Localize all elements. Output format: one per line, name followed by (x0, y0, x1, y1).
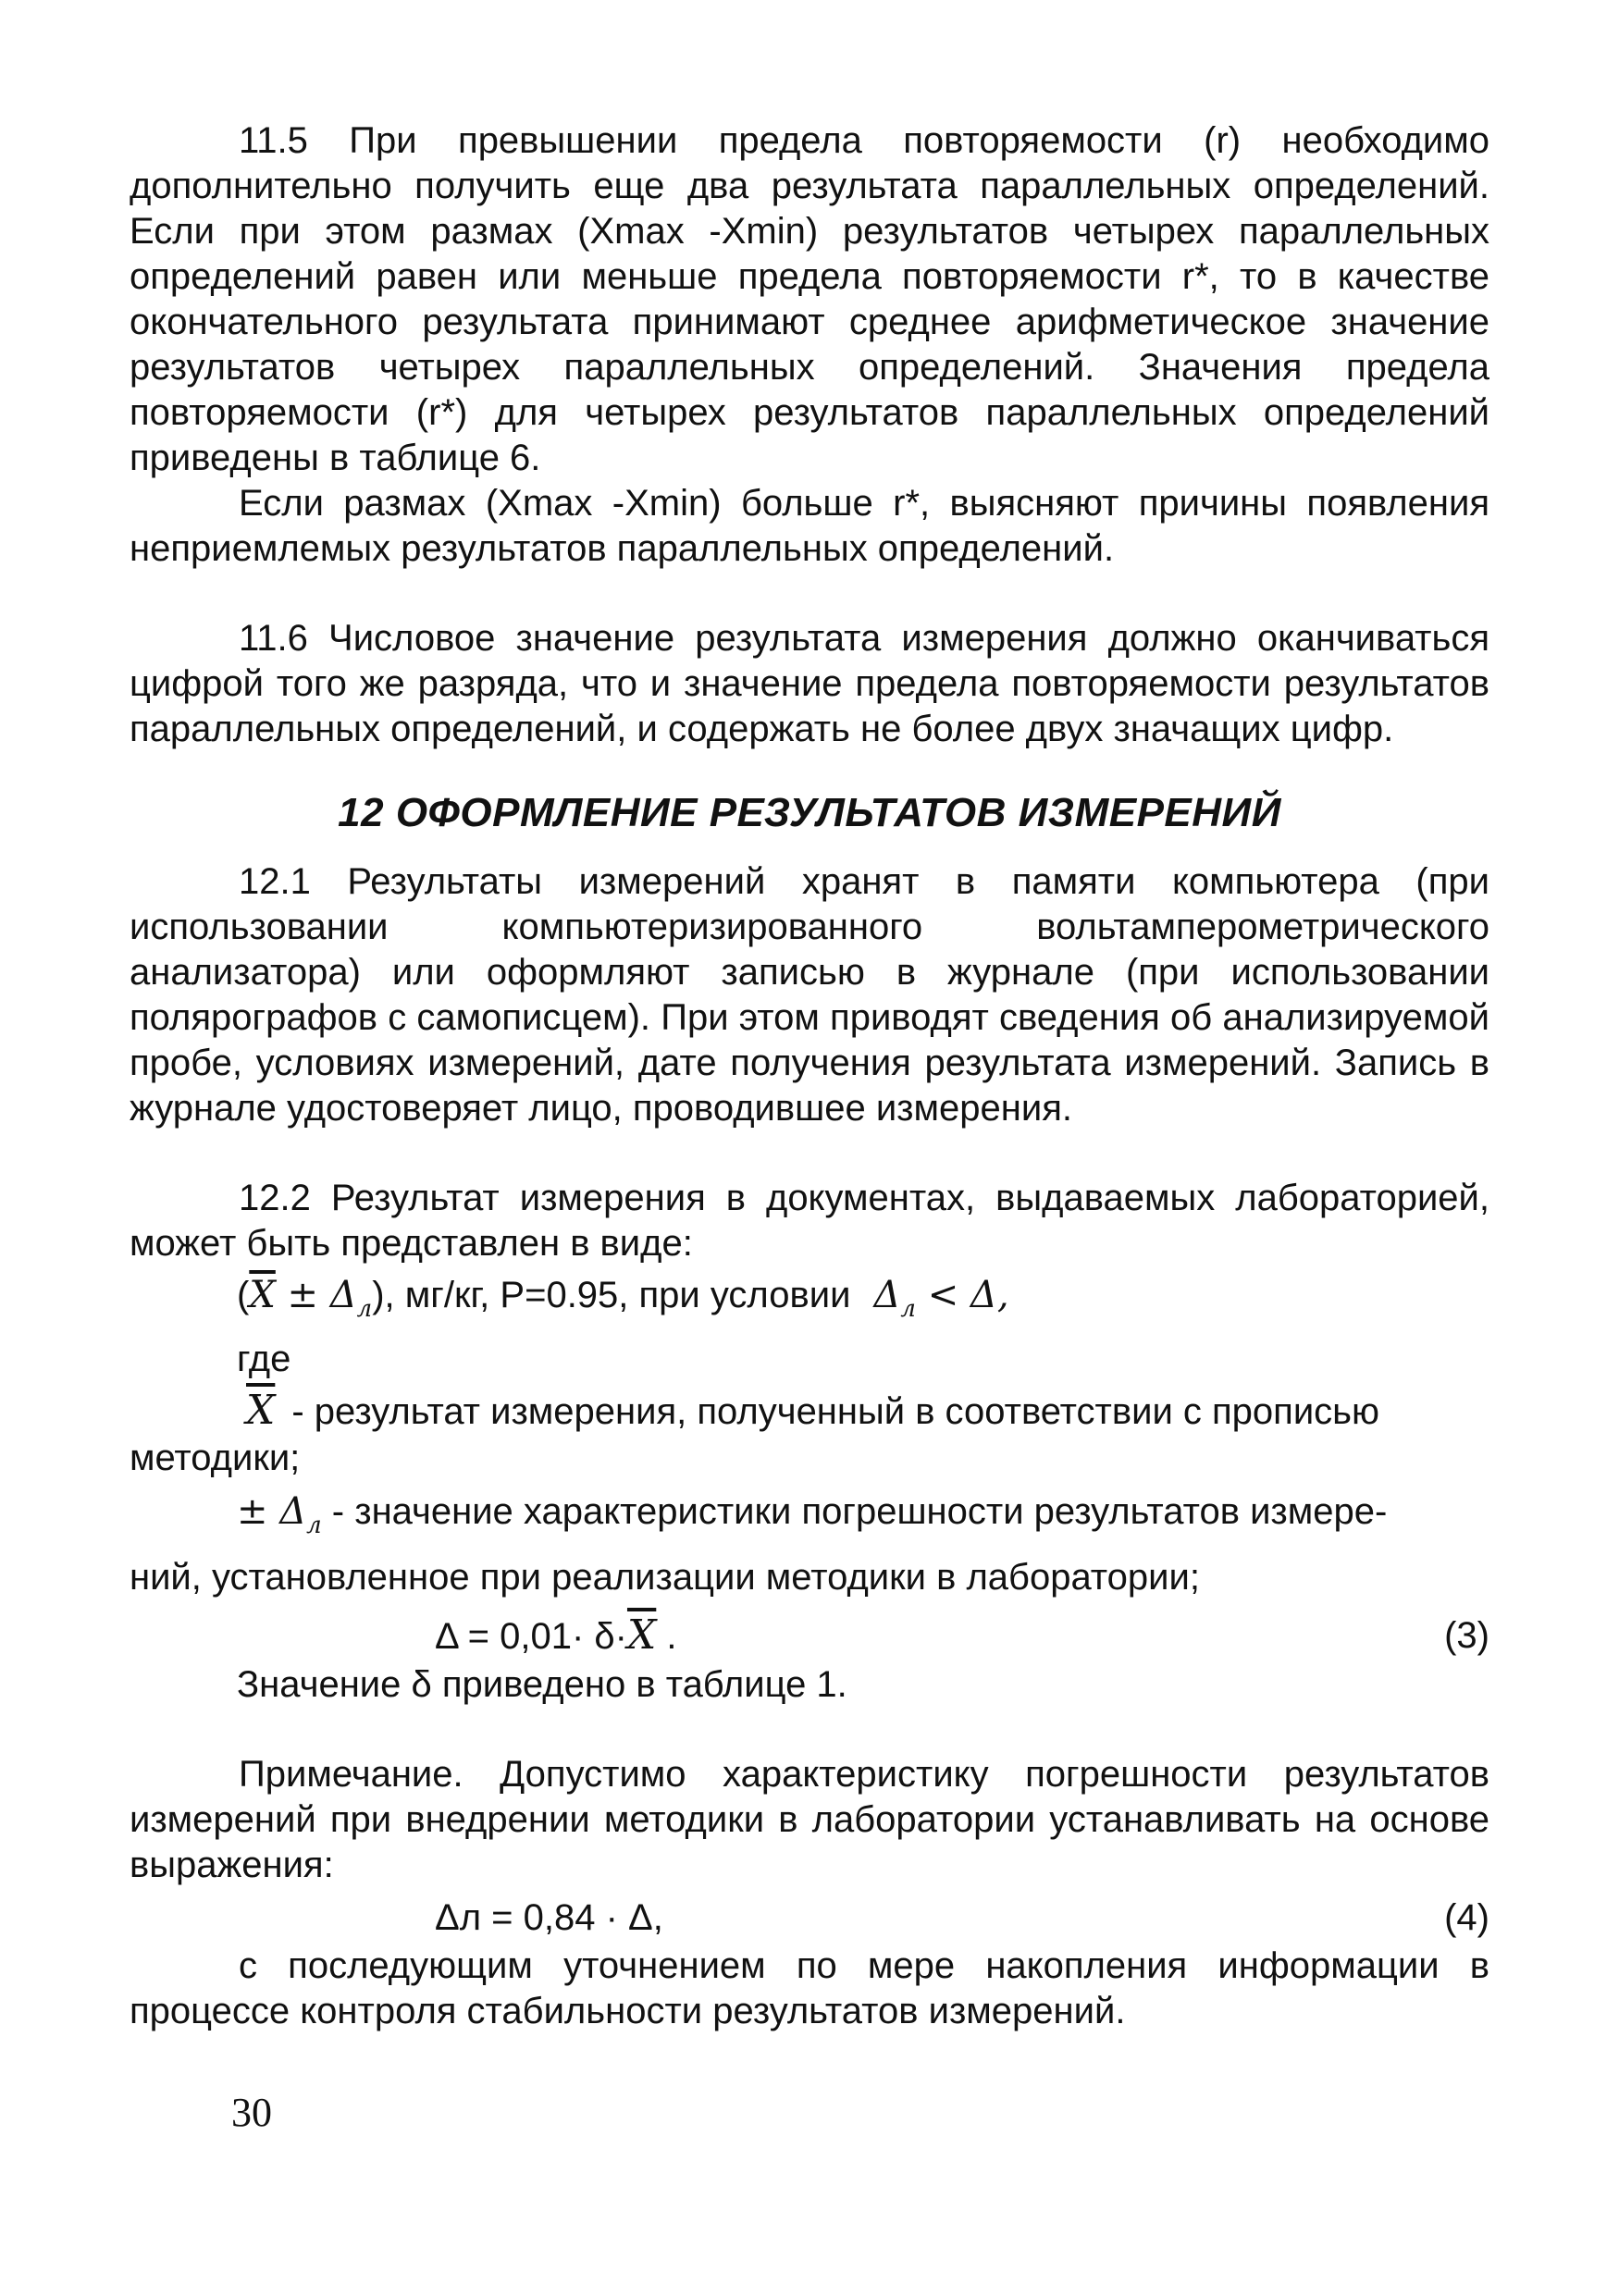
formula-3-expression (435, 1610, 677, 1662)
x-bar: $\overline{X}$ (249, 1274, 276, 1316)
condition-delta-subscript: л (900, 1295, 916, 1323)
delta-definition-text: - значение характеристики погрешности результатов измере- (321, 1491, 1388, 1532)
formula-3-number: (3) (1444, 1615, 1489, 1656)
formula-3 (130, 1610, 1489, 1661)
paragraph-12-1: 12.1 Результаты измерений хранят в памяти компьютера (при использовании компьютеризированного вольтамперометрического анализатора) или оформляют записью в журнале (при использовании полярографов с самописцем). При этом приводят сведения об анализируемой пробе, условиях измерений, дате получения результата измерений. Запись в журнале удостоверяет лицо, проводившее измерения. (130, 861, 1489, 1129)
paragraph-11-6: 11.6 Числовое значение результата измерения должно оканчиваться цифрой того же разряда, что и значение предела повторяемости результатов параллельных определений, и содержать не более двух значащих цифр. (130, 618, 1489, 749)
condition-delta: Δ (873, 1274, 901, 1316)
page-number: 30 (231, 2090, 272, 2135)
where-label: где (237, 1339, 291, 1379)
paragraph-12-2: 12.2 Результат измерения в документах, выдаваемых лабораторией, может быть представлен в виде: (130, 1178, 1489, 1264)
note-paragraph: Примечание. Допустимо характеристику погрешности результатов измерений при внедрении методики в лаборатории устанавливать на основе выражения: (130, 1754, 1489, 1885)
units-condition: ), мг/кг, Р=0.95, при условии (372, 1275, 851, 1315)
condition-lt: < Δ, (915, 1274, 1009, 1316)
delta-reference: Значение δ приведено в таблице 1. (237, 1664, 847, 1705)
formula-4-number: (4) (1444, 1897, 1489, 1938)
paragraph-11-5-cont: Если размах (Xmax -Xmin) больше r*, выясняют причины появления неприемлемых результатов параллельных определений. (130, 483, 1489, 569)
delta-def-subscript: л (306, 1512, 322, 1539)
delta-definition-cont: ний, установленное при реализации методики в лаборатории; (130, 1557, 1200, 1598)
x-bar-symbol: $\overline{X}$ (246, 1387, 276, 1434)
xbar-definition (130, 1388, 1489, 1435)
result-form-line (130, 1272, 1489, 1332)
section-heading-12: 12 ОФОРМЛЕНИЕ РЕЗУЛЬТАТОВ ИЗМЕРЕНИЙ (338, 790, 1281, 835)
xbar-definition-text: - результат измерения, полученный в соответствии с прописью (291, 1391, 1380, 1432)
delta-definition (130, 1488, 1489, 1549)
formula-3-lhs: Δ = 0,01· δ· (435, 1616, 627, 1657)
paren-open: ( (237, 1275, 250, 1315)
pm-delta: ± Δ (275, 1274, 357, 1316)
formula-3-end: . (656, 1616, 677, 1657)
note-end-paragraph: с последующим уточнением по мере накопления информации в процессе контроля стабильности результатов измерений. (130, 1945, 1489, 2031)
paragraph-11-5: 11.5 При превышении предела повторяемости (r) необходимо дополнительно получить еще два результата параллельных определений. Если при этом размах (Xmax -Xmin) результатов четырех параллельных определений равен или меньше предела повторяемости r*, то в качестве окончательного результата принимают среднее арифметическое значение результатов четырех параллельных определений. Значения предела повторяемости (r*) для четырех результатов параллельных определений приведены в таблице 6. (130, 120, 1489, 478)
delta-subscript: л (356, 1295, 373, 1323)
document-page (130, 118, 1489, 2034)
formula-4 (130, 1892, 1489, 1944)
formula-3-xbar: $\overline{X}$ (626, 1611, 657, 1659)
formula-4-expression: Δл = 0,84 · Δ, (435, 1897, 663, 1938)
xbar-definition-cont: методики; (130, 1438, 301, 1478)
pm-delta-symbol: ± Δ (237, 1490, 307, 1533)
